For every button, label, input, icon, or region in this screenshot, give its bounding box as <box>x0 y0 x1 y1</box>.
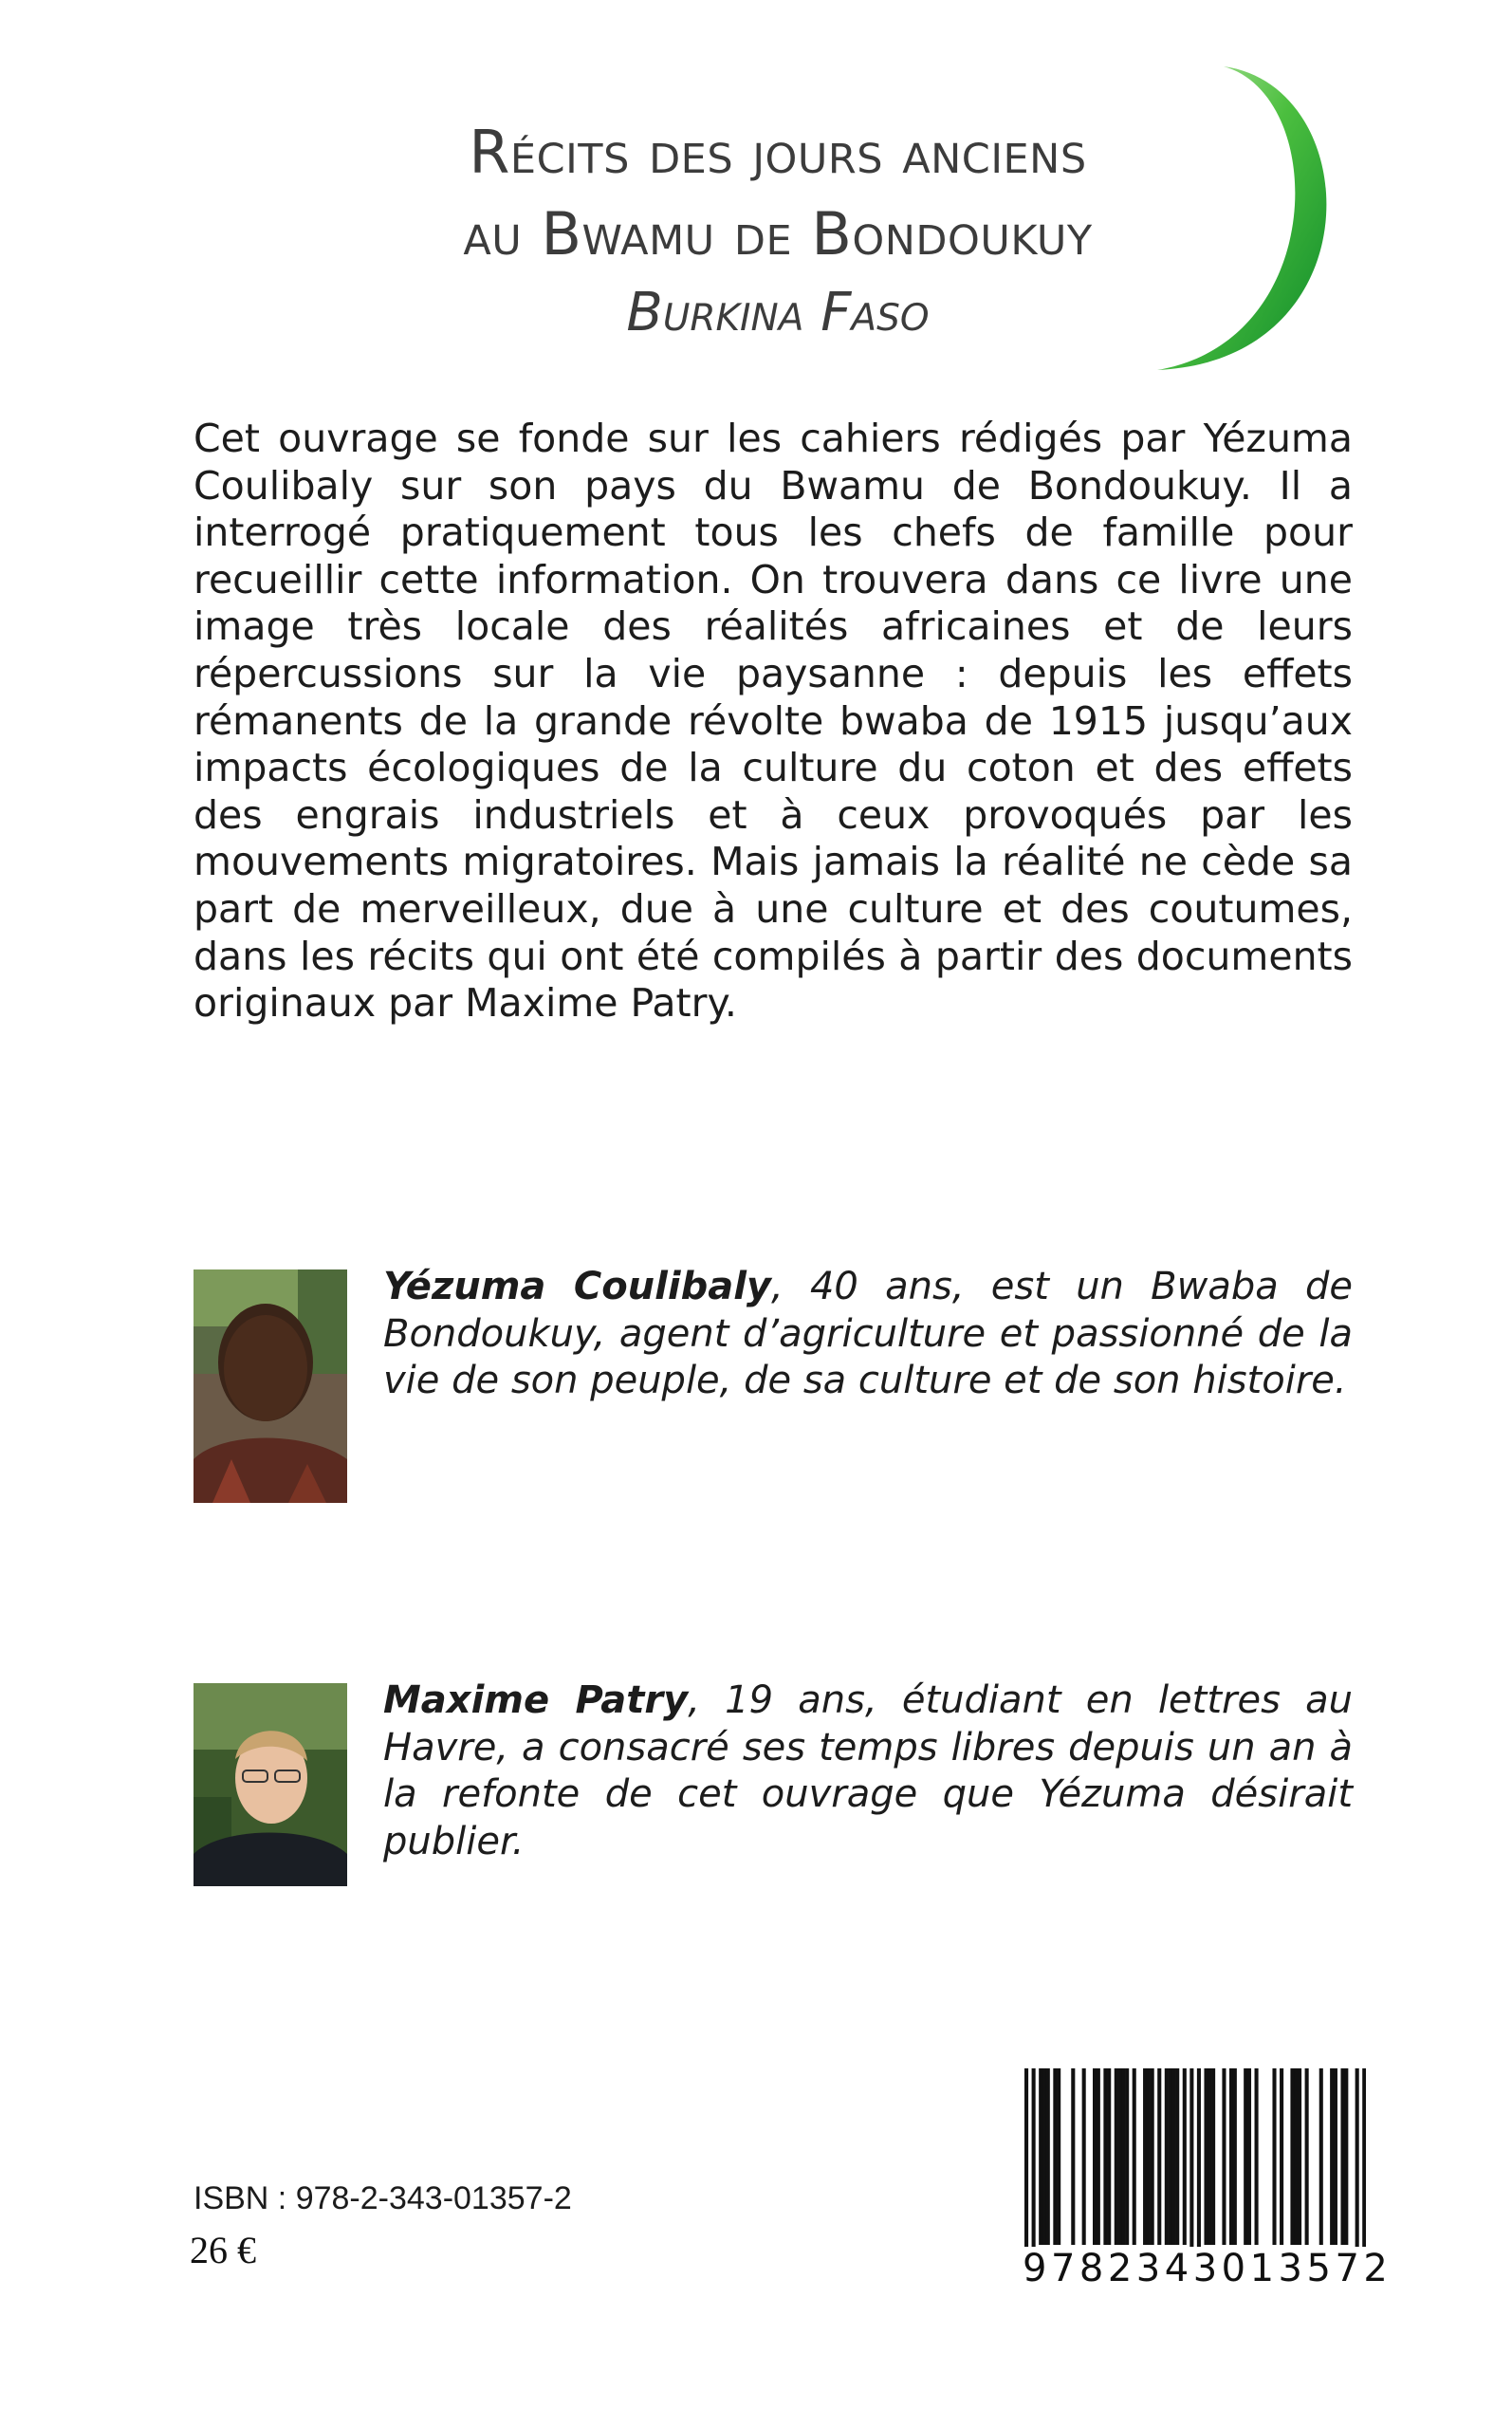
author-photo-1 <box>194 1269 347 1503</box>
barcode-bar <box>1143 2068 1147 2245</box>
barcode-bar <box>1334 2068 1337 2245</box>
barcode-bar <box>1093 2068 1097 2245</box>
author-photo-2 <box>194 1683 347 1886</box>
barcode-bar <box>1046 2068 1050 2245</box>
price: 26 € <box>190 2229 256 2271</box>
barcode-bar <box>1039 2068 1042 2245</box>
barcode-bar <box>1097 2068 1100 2245</box>
barcode-bar <box>1280 2068 1283 2245</box>
summary-text: Cet ouvrage se fonde sur les cahiers rédigés par Yézuma Coulibaly sur son pays du Bwamu de Bondoukuy. Il a interrogé pratiquement tous les chefs de famille pour recueillir cette information. On trouvera dans ce livre une image très locale des réalités africaines et de leurs répercussions sur la vie paysanne : depuis les effets rémanents de la grande révolte bwaba de 1915 jusqu’aux impacts écologiques de la culture du coton et des effets des engrais industriels et à ceux provoqués par les mouvements migratoires. Mais jamais la réalité ne cède sa part de merveilleux, due à une culture et des coutumes, dans les récits qui ont été compilés à partir des documents originaux par Maxime Patry. <box>194 416 1353 1027</box>
author-bio-text-2: , 19 ans, étudiant en lettres au Havre, a consacré ses temps libres depuis un an à la refonte de cet ouvrage que Yézuma désirait publier. <box>383 1678 1354 1863</box>
barcode-bar <box>1204 2068 1208 2245</box>
barcode-bar <box>1103 2068 1107 2245</box>
barcode-bar <box>1157 2068 1161 2245</box>
author-bio-2 <box>383 1677 1353 1865</box>
barcode-bar <box>1229 2068 1233 2245</box>
barcode-bar <box>1151 2068 1154 2245</box>
author-bio-text-1: , 40 ans, est un Bwaba de Bondoukuy, agent d’agriculture et passionné de la vie de son peuple, de sa culture et de son histoire. <box>383 1265 1353 1403</box>
barcode-bar <box>1222 2068 1226 2245</box>
barcode-bar <box>1255 2068 1259 2245</box>
barcode-bar <box>1233 2068 1237 2245</box>
barcode-bar <box>1305 2068 1309 2245</box>
barcode-bar <box>1107 2068 1111 2245</box>
author-bio-1 <box>383 1264 1353 1405</box>
barcode-bar <box>1344 2068 1348 2245</box>
barcode-bar <box>1071 2068 1075 2245</box>
barcode-bar <box>1298 2068 1301 2245</box>
barcode-bar <box>1330 2068 1334 2245</box>
barcode-bar <box>1121 2068 1125 2245</box>
author-name-1: Yézuma Coulibaly <box>383 1265 771 1308</box>
barcode-bar <box>1165 2068 1169 2245</box>
barcode-bar <box>1208 2068 1211 2245</box>
barcode-bar <box>1057 2068 1060 2245</box>
author-name-2: Maxime Patry <box>383 1678 689 1722</box>
barcode-bar <box>1247 2068 1251 2245</box>
barcode-bar <box>1147 2068 1151 2245</box>
barcode-bar <box>1125 2068 1129 2245</box>
barcode-bar <box>1211 2068 1215 2245</box>
subtitle: Burkina Faso <box>626 282 930 343</box>
barcode-bar <box>1244 2068 1247 2245</box>
barcode-bar <box>1175 2068 1179 2245</box>
title-line-1: Récits des jours anciens <box>469 118 1087 187</box>
barcode-bar <box>1272 2068 1276 2245</box>
title-line-2: au Bwamu de Bondoukuy <box>463 199 1093 269</box>
barcode-bar <box>1319 2068 1323 2245</box>
barcode-bar <box>1053 2068 1057 2245</box>
barcode-bar <box>1171 2068 1175 2245</box>
barcode-bar <box>1133 2068 1136 2245</box>
barcode-bar <box>1183 2068 1187 2245</box>
book-title <box>285 112 1271 351</box>
barcode-bar <box>1340 2068 1344 2245</box>
barcode-bar <box>1169 2068 1172 2245</box>
barcode-bar <box>1115 2068 1118 2245</box>
barcode-bar <box>1082 2068 1086 2245</box>
isbn: ISBN : 978-2-343-01357-2 <box>194 2180 572 2216</box>
barcode-bar <box>1290 2068 1294 2245</box>
barcode-digits: 9782343013572 <box>1023 2247 1392 2290</box>
barcode-bar <box>1294 2068 1298 2245</box>
barcode-bar <box>1118 2068 1122 2245</box>
barcode-bar <box>1042 2068 1046 2245</box>
